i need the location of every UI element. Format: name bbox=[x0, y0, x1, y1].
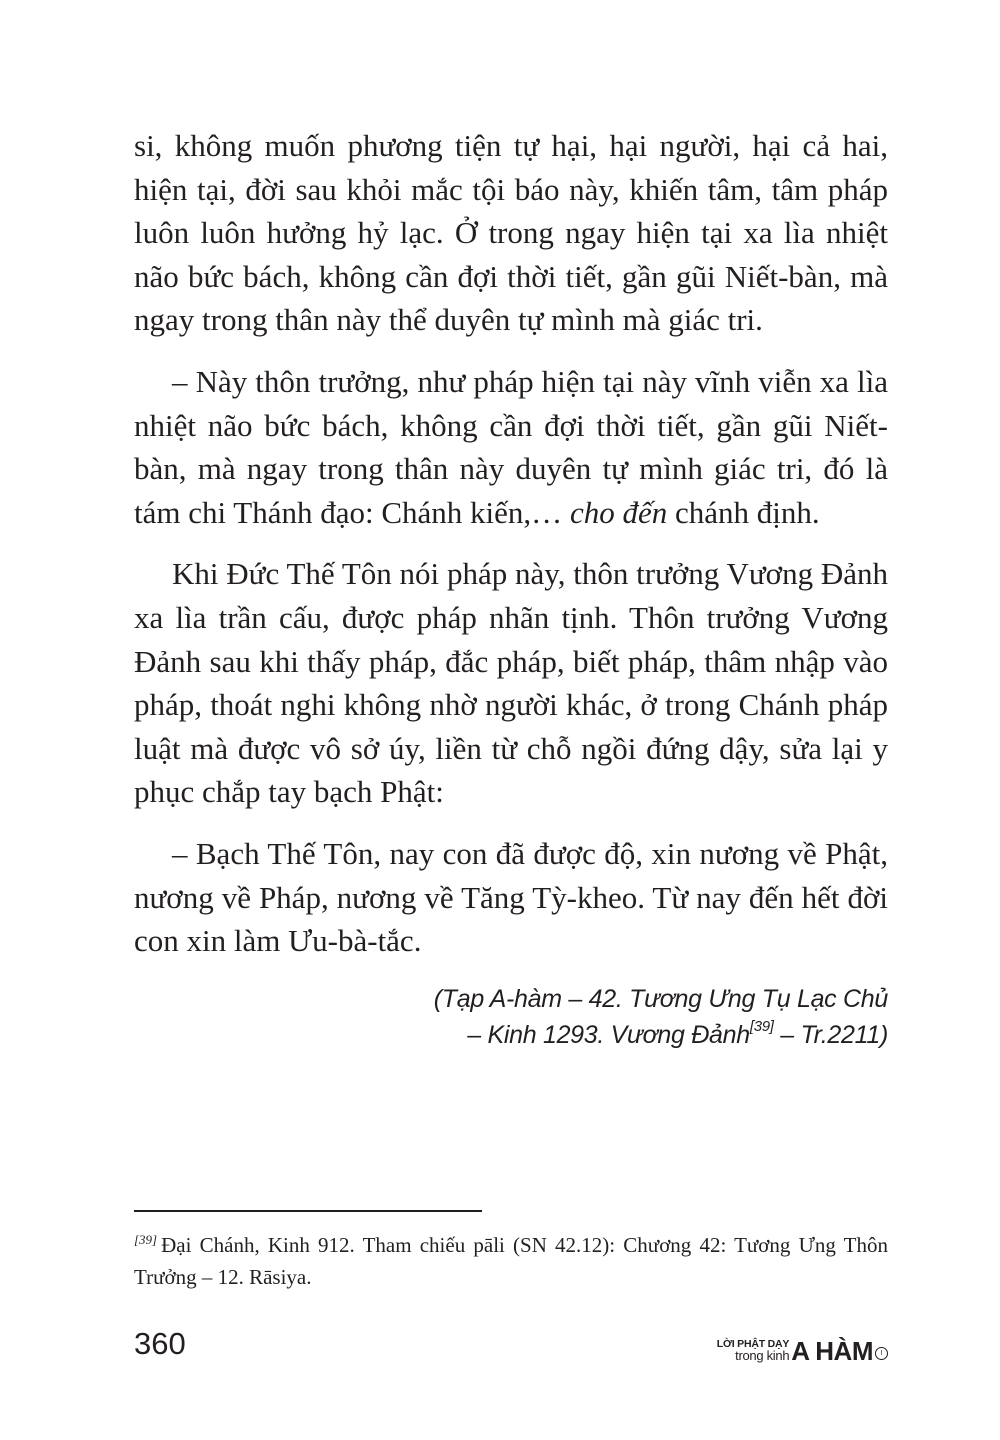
paragraph-3: Khi Đức Thế Tôn nói pháp này, thôn trưởng Vương Đảnh xa lìa trần cấu, được pháp nhãn tịnh. Thôn trưởng Vương Đảnh sau khi thấy pháp, đắc pháp, biết pháp, thâm nhập vào pháp, thoát nghi không nhờ người khác, ở trong Chánh pháp luật mà được vô sở úy, liền từ chỗ ngồi đứng dậy, sửa lại y phục chắp tay bạch Phật: bbox=[134, 556, 888, 810]
citation bbox=[134, 981, 888, 1053]
book-title-bottom: trong kinh bbox=[735, 1348, 790, 1363]
footnote-marker: [39] bbox=[134, 1232, 158, 1247]
book-title-logo bbox=[717, 1330, 888, 1364]
footnote bbox=[134, 1229, 888, 1293]
citation-line-2 bbox=[134, 1017, 888, 1053]
paragraph-1: si, không muốn phương tiện tự hại, hại người, hại cả hai, hiện tại, đời sau khỏi mắc tội báo này, khiến tâm, tâm pháp luôn luôn hưởng hỷ lạc. Ở trong ngay hiện tại xa lìa nhiệt não bức bách, không cần đợi thời tiết, gần gũi Niết-bàn, mà ngay trong thân này thể duyên tự mình mà giác tri. bbox=[134, 128, 888, 338]
body-text bbox=[134, 124, 888, 1053]
paragraph-4: – Bạch Thế Tôn, nay con đã được độ, xin nương về Phật, nương về Pháp, nương về Tăng Tỳ-kheo. Từ nay đến hết đời con xin làm Ưu-bà-tắc. bbox=[134, 835, 888, 959]
footnote-divider bbox=[134, 1210, 482, 1212]
book-title-main: A HÀM bbox=[791, 1336, 873, 1366]
footnote-text: Đại Chánh, Kinh 912. Tham chiếu pāli (SN 42.12): Chương 42: Tương Ưng Thôn Trưởng – 12. Rāsiya. bbox=[134, 1233, 888, 1289]
citation-line-2-text: – Kinh 1293. Vương Đảnh bbox=[467, 1020, 750, 1049]
page-number: 360 bbox=[134, 1326, 186, 1361]
paragraph-2-text: – Này thôn trưởng, như pháp hiện tại này vĩnh viễn xa lìa nhiệt não bức bách, không cần đợi thời tiết, gần gũi Niết-bàn, mà ngay trong thân này duyên tự mình giác tri, đó là tám chi Thánh đạo: Chánh kiến,… bbox=[134, 363, 888, 530]
paragraph-2-italic: cho đến bbox=[569, 494, 668, 530]
citation-line-2-end: – Tr.2211) bbox=[773, 1020, 888, 1049]
volume-badge: I bbox=[875, 1347, 888, 1360]
book-title-small bbox=[717, 1339, 789, 1364]
citation-line-1: (Tạp A-hàm – 42. Tương Ưng Tụ Lạc Chủ bbox=[433, 984, 888, 1013]
paragraph-2 bbox=[134, 360, 888, 534]
footnote-reference[interactable]: [39] bbox=[749, 1018, 774, 1036]
paragraph-2-text-end: chánh định. bbox=[667, 494, 820, 530]
book-title-top: LỜI PHẬT DẠY bbox=[716, 1338, 790, 1350]
